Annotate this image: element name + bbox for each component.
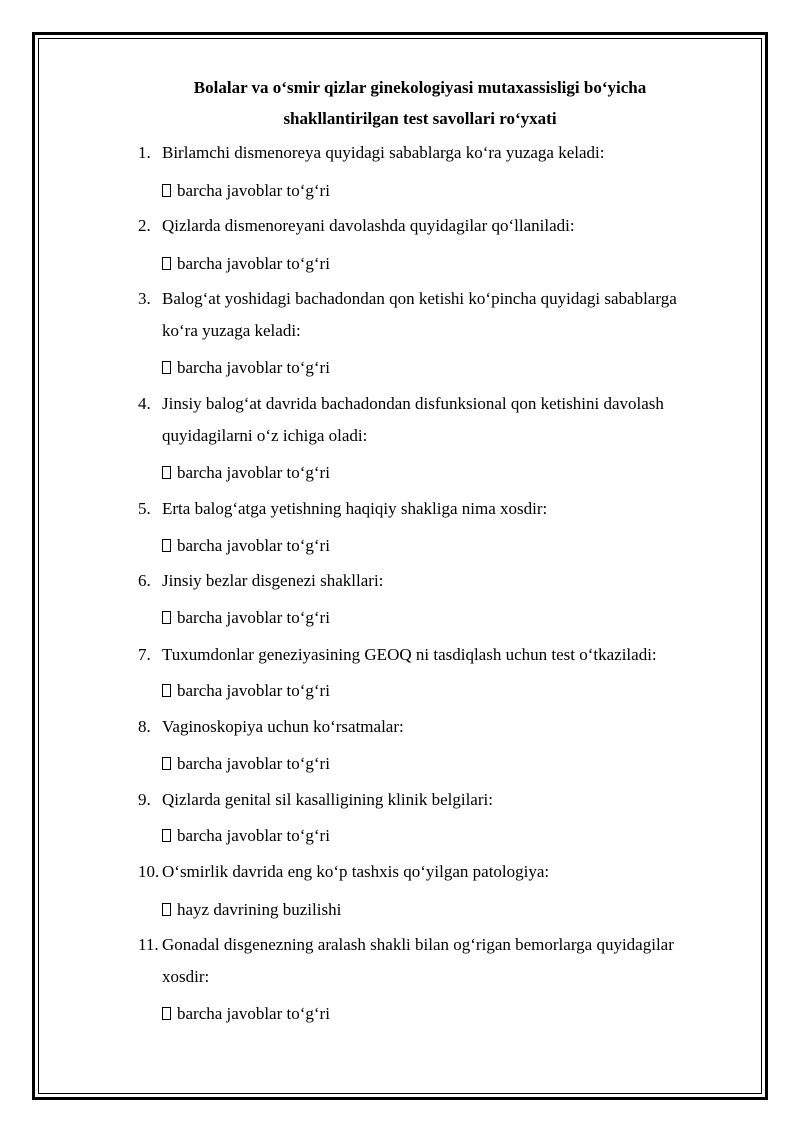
answer-line xyxy=(162,754,330,774)
question-text: Qizlarda dismenoreyani davolashda quyidagilar qo‘llaniladi: xyxy=(162,216,575,235)
question-text: Gonadal disgenezning aralash shakli bilan og‘rigan bemorlarga quyidagilar xyxy=(162,935,674,954)
answer-text: barcha javoblar to‘g‘ri xyxy=(177,681,330,700)
question-text: Jinsiy bezlar disgenezi shakllari: xyxy=(162,571,384,590)
answer-text: barcha javoblar to‘g‘ri xyxy=(177,254,330,273)
answer-text: barcha javoblar to‘g‘ri xyxy=(177,181,330,200)
question-text: Tuxumdonlar geneziyasining GEOQ ni tasdiqlash uchun test o‘tkaziladi: xyxy=(162,645,657,664)
square-box-icon xyxy=(162,829,171,842)
question-number: 2. xyxy=(138,216,151,235)
answer-text: barcha javoblar to‘g‘ri xyxy=(177,754,330,773)
answer-text: barcha javoblar to‘g‘ri xyxy=(177,358,330,377)
question-text: O‘smirlik davrida eng ko‘p tashxis qo‘yilgan patologiya: xyxy=(162,862,550,881)
question-text: Erta balog‘atga yetishning haqiqiy shakliga nima xosdir: xyxy=(162,499,548,518)
answer-text: barcha javoblar to‘g‘ri xyxy=(177,826,330,845)
answer-line xyxy=(162,536,330,556)
answer-line xyxy=(162,826,330,846)
question-text-continued: xosdir: xyxy=(162,967,210,986)
answer-line xyxy=(162,463,330,483)
question-number: 9. xyxy=(138,790,151,809)
document-title-line-1: Bolalar va o‘smir qizlar ginekologiyasi mutaxassisligi bo‘yicha xyxy=(193,78,647,97)
question-number: 5. xyxy=(138,499,151,518)
answer-line xyxy=(162,608,330,628)
answer-line xyxy=(162,900,341,920)
question-number: 8. xyxy=(138,717,151,736)
square-box-icon xyxy=(162,611,171,624)
answer-line xyxy=(162,358,330,378)
answer-line xyxy=(162,181,330,201)
question-text: Jinsiy balog‘at davrida bachadondan disfunksional qon ketishini davolash xyxy=(162,394,664,413)
question-text: Balog‘at yoshidagi bachadondan qon ketishi ko‘pincha quyidagi sabablarga xyxy=(162,289,677,308)
answer-text: barcha javoblar to‘g‘ri xyxy=(177,463,330,482)
question-number: 3. xyxy=(138,289,151,308)
answer-text: barcha javoblar to‘g‘ri xyxy=(177,1004,330,1023)
square-box-icon xyxy=(162,903,171,916)
answer-line xyxy=(162,681,330,701)
document-title-line-2: shakllantirilgan test savollari ro‘yxati xyxy=(283,109,557,128)
square-box-icon xyxy=(162,466,171,479)
square-box-icon xyxy=(162,257,171,270)
square-box-icon xyxy=(162,757,171,770)
square-box-icon xyxy=(162,684,171,697)
square-box-icon xyxy=(162,184,171,197)
square-box-icon xyxy=(162,539,171,552)
answer-line xyxy=(162,1004,330,1024)
question-number: 1. xyxy=(138,143,151,162)
question-number: 7. xyxy=(138,645,151,664)
question-number: 6. xyxy=(138,571,151,590)
question-text: Qizlarda genital sil kasalligining klinik belgilari: xyxy=(162,790,493,809)
answer-text: barcha javoblar to‘g‘ri xyxy=(177,608,330,627)
question-text: Vaginoskopiya uchun ko‘rsatmalar: xyxy=(162,717,404,736)
question-number: 4. xyxy=(138,394,151,413)
square-box-icon xyxy=(162,1007,171,1020)
answer-line xyxy=(162,254,330,274)
question-number: 10. xyxy=(138,862,160,881)
square-box-icon xyxy=(162,361,171,374)
question-number: 11. xyxy=(138,935,159,954)
question-text-continued: quyidagilarni o‘z ichiga oladi: xyxy=(162,426,368,445)
answer-text: barcha javoblar to‘g‘ri xyxy=(177,536,330,555)
question-text-continued: ko‘ra yuzaga keladi: xyxy=(162,321,301,340)
question-text: Birlamchi dismenoreya quyidagi sabablarga ko‘ra yuzaga keladi: xyxy=(162,143,605,162)
answer-text: hayz davrining buzilishi xyxy=(177,900,342,919)
